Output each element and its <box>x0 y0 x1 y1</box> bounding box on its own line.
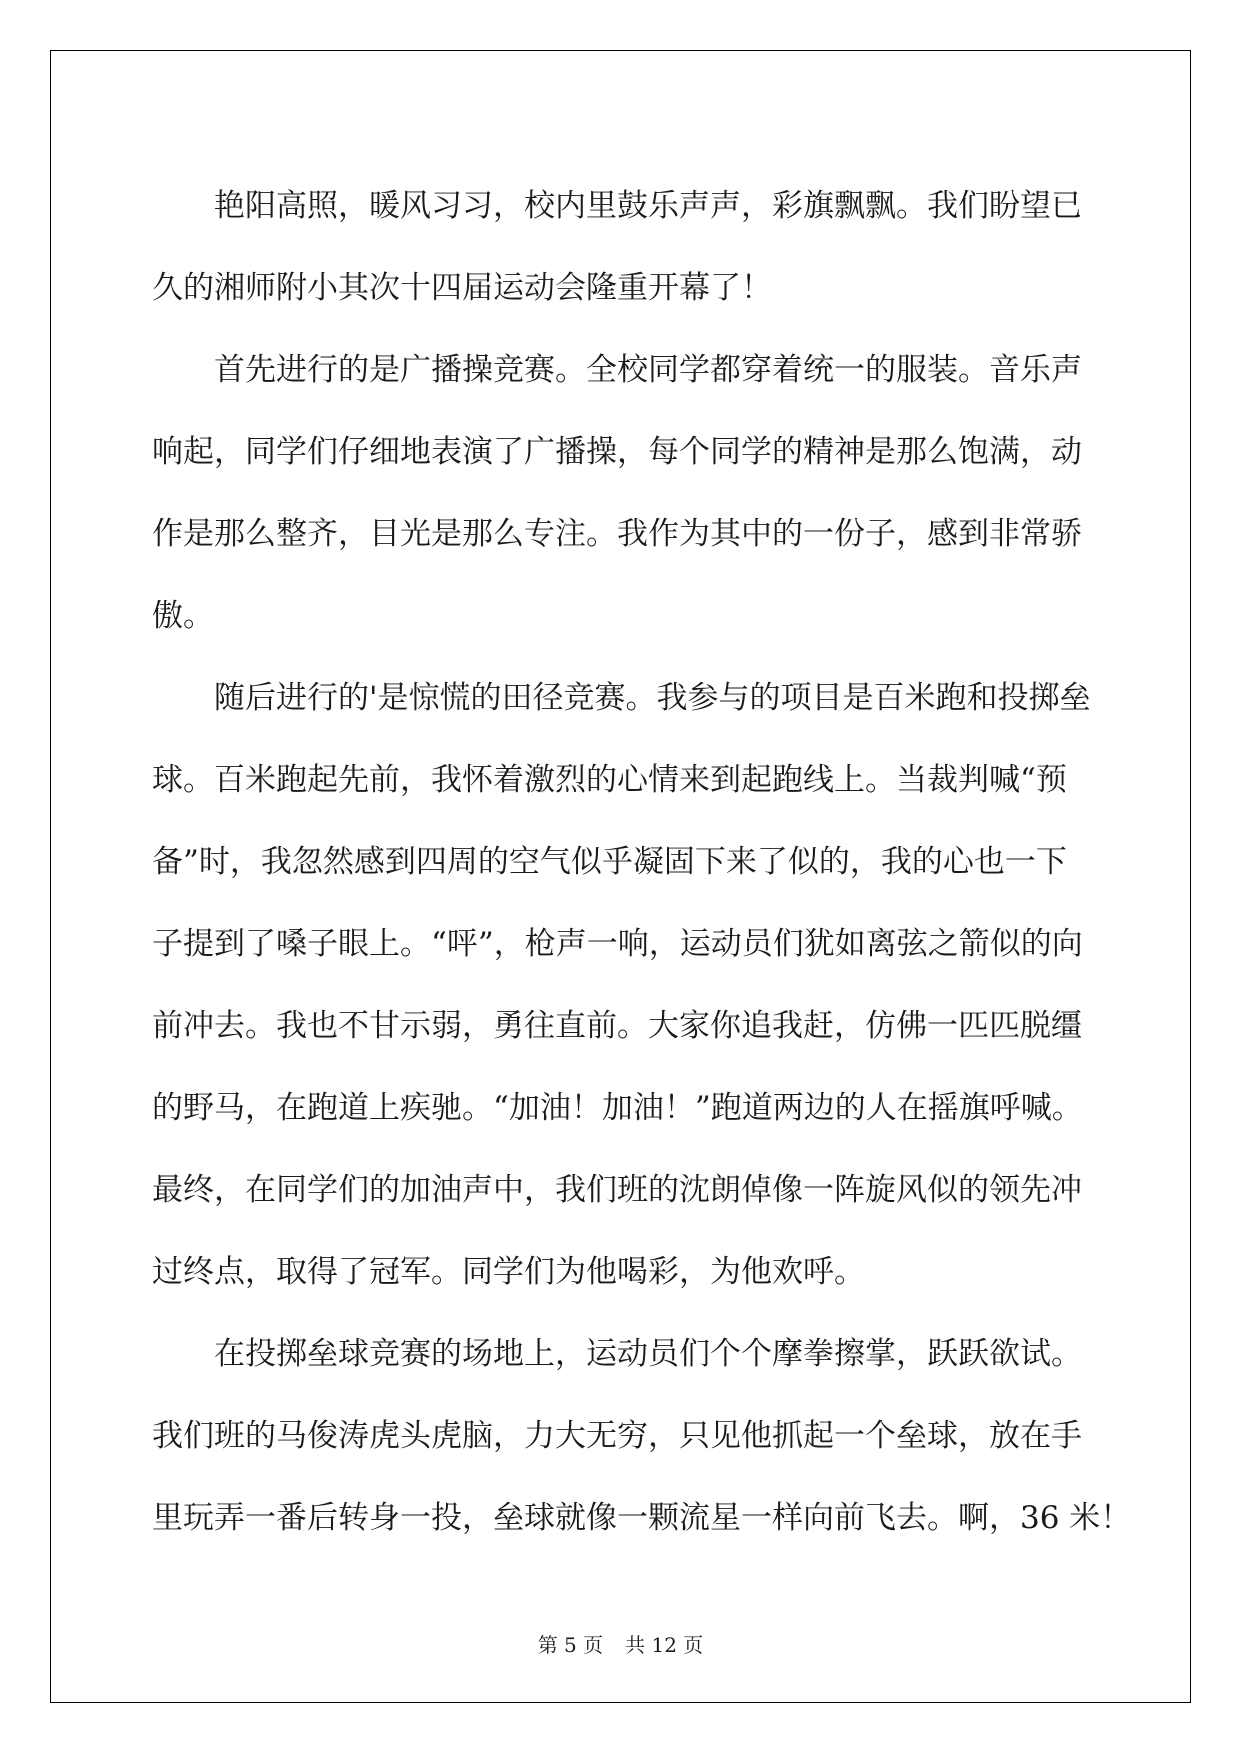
document-body <box>152 165 1132 1559</box>
text-line: 前冲去。我也不甘示弱，勇往直前。大家你追我赶，仿佛一匹匹脱缰 <box>152 1008 1082 1044</box>
paragraph-2 <box>152 329 1092 657</box>
text-line: 的野马，在跑道上疾驰。“加油！加油！”跑道两边的人在摇旗呼喊。 <box>152 1090 1083 1126</box>
text-line: 过终点，取得了冠军。同学们为他喝彩，为他欢呼。 <box>152 1254 865 1290</box>
text-line: 久的湘师附小其次十四届运动会隆重开幕了！ <box>152 270 772 306</box>
text-line: 首先进行的是广播操竞赛。全校同学都穿着统一的服装。音乐声 <box>214 352 1082 388</box>
text-line: 球。百米跑起先前，我怀着激烈的心情来到起跑线上。当裁判喊“预 <box>152 762 1067 798</box>
text-line: 备”时，我忽然感到四周的空气似乎凝固下来了似的，我的心也一下 <box>152 844 1067 880</box>
paragraph-1 <box>152 165 1092 329</box>
text-line: 最终，在同学们的加油声中，我们班的沈朗倬像一阵旋风似的领先冲 <box>152 1172 1082 1208</box>
text-line: 傲。 <box>152 598 214 634</box>
page-total: 共 12 页 <box>625 1633 704 1657</box>
text-line: 作是那么整齐，目光是那么专注。我作为其中的一份子，感到非常骄 <box>152 516 1082 552</box>
text-line: 里玩弄一番后转身一投，垒球就像一颗流星一样向前飞去。啊，36 米！ <box>152 1500 1132 1536</box>
text-line: 我们班的马俊涛虎头虎脑，力大无穷，只见他抓起一个垒球，放在手 <box>152 1418 1082 1454</box>
text-line: 子提到了嗓子眼上。“呯”，枪声一响，运动员们犹如离弦之箭似的向 <box>152 926 1083 962</box>
paragraph-4 <box>152 1313 1132 1559</box>
text-line: 响起，同学们仔细地表演了广播操，每个同学的精神是那么饱满，动 <box>152 434 1082 470</box>
paragraph-3 <box>152 657 1092 1313</box>
text-line: 在投掷垒球竞赛的场地上，运动员们个个摩拳擦掌，跃跃欲试。 <box>214 1336 1082 1372</box>
page-number: 第 5 页 <box>537 1633 604 1657</box>
page-footer <box>0 1633 1241 1657</box>
text-line: 随后进行的'是惊慌的田径竞赛。我参与的项目是百米跑和投掷垒 <box>214 680 1091 716</box>
text-line: 艳阳高照，暖风习习，校内里鼓乐声声，彩旗飘飘。我们盼望已 <box>214 188 1082 224</box>
